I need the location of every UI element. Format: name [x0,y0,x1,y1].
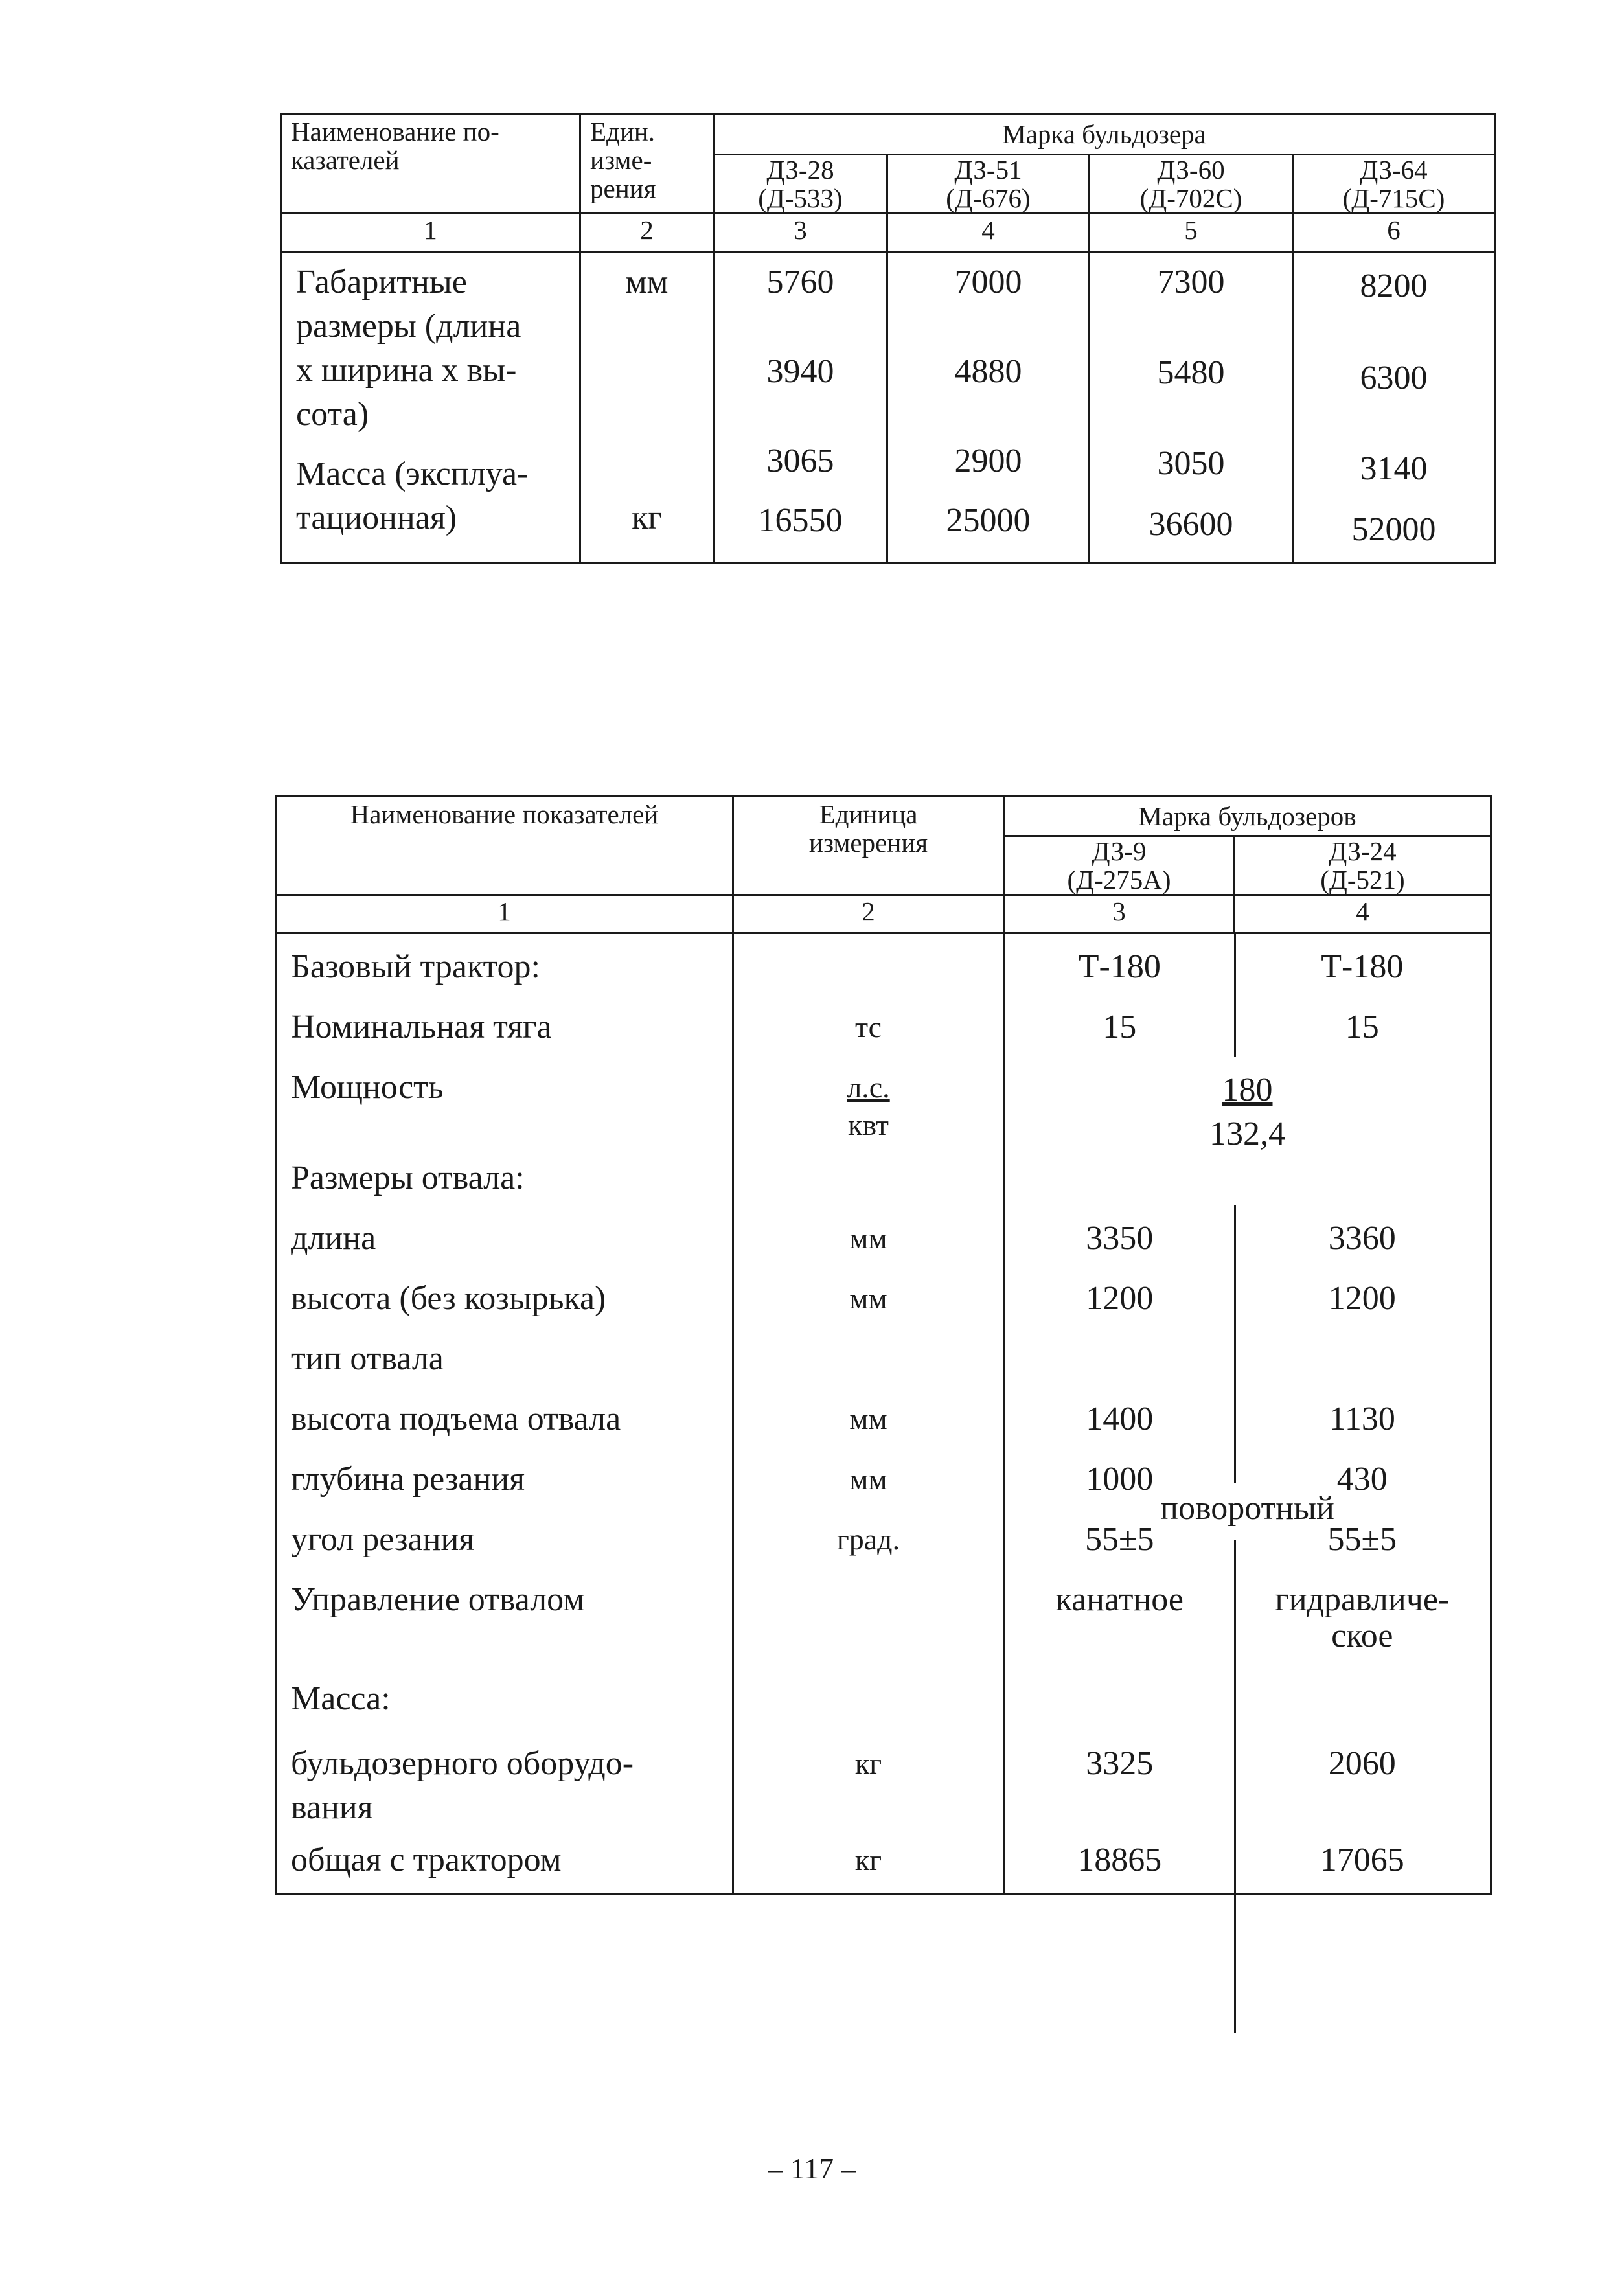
value-total-mass-dz24: 17065 [1320,1842,1404,1879]
value-blade-type: поворотный [1160,1490,1334,1527]
col-number: 3 [1004,895,1235,933]
col-number: 2 [580,214,714,252]
value-lift-dz9: 1400 [1086,1400,1154,1437]
values-dz28: 5760 3940 3065 16550 [714,252,887,564]
header-unit: Единица измерения [733,797,1004,895]
value-depth-dz9: 1000 [1086,1461,1154,1498]
values-dz60: 7300 5480 3050 36600 [1090,252,1293,564]
col-number: 6 [1293,214,1495,252]
value-power-hp: 180 [1222,1071,1273,1108]
bulldozer-specs-table-1 [280,113,1496,564]
value-thrust-dz24: 15 [1345,1009,1379,1045]
value-length-dz24: 3360 [1328,1220,1396,1257]
values-dz64: 8200 6300 3140 52000 [1293,252,1495,564]
header-unit: Един. изме- рения [580,114,714,214]
column-divider [1234,1540,1236,2033]
header-model-dz60: ДЗ-60 (Д-702С) [1090,155,1293,214]
value-tractor-dz9: Т-180 [1078,948,1161,985]
value-total-mass-dz9: 18865 [1077,1842,1162,1879]
value-angle-dz9: 55±5 [1085,1521,1154,1558]
value-equip-mass-dz9: 3325 [1086,1745,1154,1782]
page-number: – 117 – [768,2152,856,2185]
header-model-dz24: ДЗ-24 (Д-521) [1235,836,1491,895]
header-indicator-name: Наименование по- казателей [281,114,580,214]
value-equip-mass-dz24: 2060 [1328,1745,1396,1782]
value-height-dz24: 1200 [1328,1280,1396,1317]
value-control-dz24-l1: гидравличе- [1275,1581,1450,1618]
col-number: 1 [281,214,580,252]
header-indicator-name: Наименование показателей [276,797,733,895]
bulldozer-specs-table-2 [275,795,1492,1895]
col-number: 2 [733,895,1004,933]
value-height-dz9: 1200 [1086,1280,1154,1317]
column-divider [1234,1205,1236,1483]
values-dz51: 7000 4880 2900 25000 [887,252,1090,564]
col-number: 3 [714,214,887,252]
value-power-kw: 132,4 [1209,1115,1285,1152]
col-number: 1 [276,895,733,933]
value-control-dz9: канатное [1055,1581,1184,1618]
header-model-dz64: ДЗ-64 (Д-715С) [1293,155,1495,214]
value-tractor-dz24: Т-180 [1321,948,1404,985]
col-number: 4 [1235,895,1491,933]
header-model-dz28: ДЗ-28 (Д-533) [714,155,887,214]
col-number: 5 [1090,214,1293,252]
value-control-dz24-l2: ское [1331,1617,1393,1654]
indicator-names: Базовый трактор: Номинальная тяга Мощность Размеры отвала: длина высота (без козырька) тип отвала высота подъема отвала глубина резания угол резания Управление отвалом Масса: бульдозерного оборудо- вания общая с трактором [276,933,733,1895]
value-depth-dz24: 430 [1336,1461,1388,1498]
indicator-names: Габаритные размеры (длина х ширина х вы- сота) Масса (эксплуа- тационная) [281,252,580,564]
values-area [1004,933,1491,1895]
value-thrust-dz9: 15 [1103,1009,1137,1045]
value-length-dz9: 3350 [1086,1220,1154,1257]
header-brand: Марка бульдозеров [1004,797,1491,836]
header-brand: Марка бульдозера [714,114,1495,155]
header-model-dz51: ДЗ-51 (Д-676) [887,155,1090,214]
units: мм кг [580,252,714,564]
value-lift-dz24: 1130 [1329,1400,1395,1437]
col-number: 4 [887,214,1090,252]
header-model-dz9: ДЗ-9 (Д-275А) [1004,836,1235,895]
column-divider [1234,934,1236,1057]
units: тс л.с. квт мм мм мм мм град. кг кг [733,933,1004,1895]
value-angle-dz24: 55±5 [1327,1521,1397,1558]
